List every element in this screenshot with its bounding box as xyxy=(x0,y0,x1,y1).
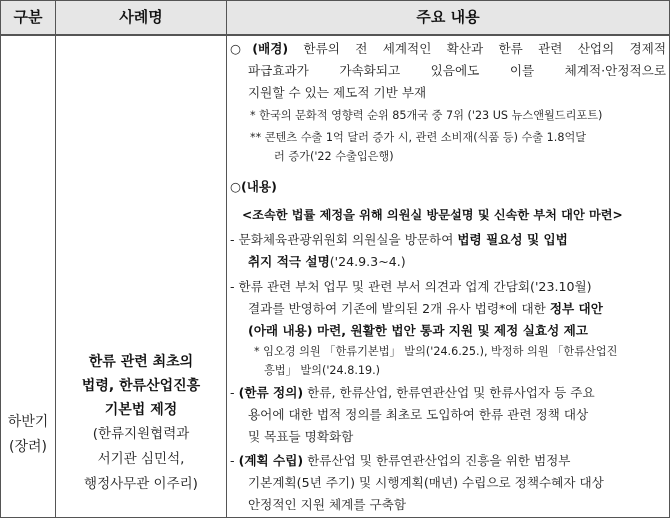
case-title-line-2: 법령, 한류산업진흥 xyxy=(81,378,201,394)
content-item-2-line-1: - 한류 관련 부처 업무 및 관련 부서 의견과 업계 간담회('23.10월) xyxy=(230,279,592,294)
content-item-2-line-3: (아래 내용) 마련, 원활한 법안 통과 지원 및 제정 실효성 제고 xyxy=(248,323,588,338)
category-period: 하반기 xyxy=(7,414,49,430)
background-marker: ○ xyxy=(230,41,253,56)
content-item-3-line-1: - (한류 정의) 한류, 한류산업, 한류연관산업 및 한류사업자 등 주요 xyxy=(230,385,595,400)
content-item-4-line-3: 안정적인 지원 체계를 구축함 xyxy=(248,497,406,512)
column-divider-1 xyxy=(55,0,56,518)
content-item-2-line-2: 결과를 반영하여 기존에 발의된 2개 유사 법령*에 대한 정부 대안 xyxy=(248,301,603,316)
content-heading xyxy=(230,176,666,198)
background-note-2a: ** 콘텐츠 수출 1억 달러 증가 시, 관련 소비재(식품 등) 수출 1.8억달 xyxy=(250,131,587,144)
background-note-2b: 러 증가('22 수출입은행) xyxy=(274,150,394,163)
background-label: (배경) xyxy=(252,41,289,56)
header-case-name: 사례명 xyxy=(119,8,163,26)
header-main-content: 주요 내용 xyxy=(416,8,480,26)
content-item-3-line-3: 및 목표들 명확화함 xyxy=(248,429,354,444)
background-line-1: ○(배경) 한류의 전 세계적인 확산과 한류 관련 산업의 경제적 xyxy=(230,41,666,56)
content-item-1-line-1: - 문화체육관광위원회 의원실을 방문하여 법령 필요성 및 입법 xyxy=(230,232,568,247)
content-marker: ○ xyxy=(230,179,241,194)
case-title-line-3: 기본법 제정 xyxy=(104,402,178,418)
background-line-3: 지원할 수 있는 제도적 기반 부재 xyxy=(248,85,427,100)
content-section xyxy=(230,176,666,516)
header-category: 구분 xyxy=(13,8,43,26)
content-item-2-note-b: 흥법」 발의('24.8.19.) xyxy=(264,364,381,377)
content-item-2-note-a: * 임오경 의원 「한류기본법」 발의('24.6.25.), 박정하 의원 「한류산업진 xyxy=(254,345,618,358)
content-label: (내용) xyxy=(241,179,277,194)
plan-establishment-label: (계획 수립) xyxy=(238,453,304,468)
main-content-cell xyxy=(230,38,666,516)
content-item-4-line-1: - (계획 수립) 한류산업 및 한류연관산업의 진흥을 위한 범정부 xyxy=(230,453,571,468)
term-definition-label: (한류 정의) xyxy=(238,385,304,400)
table-left-border xyxy=(0,0,1,518)
case-name-cell xyxy=(59,350,223,497)
category-cell xyxy=(3,410,53,460)
background-section xyxy=(230,38,666,166)
content-subheading: <조속한 법률 제정을 위해 의원실 방문설명 및 신속한 부처 대안 마련> xyxy=(242,208,623,222)
case-title-line-1: 한류 관련 최초의 xyxy=(88,354,194,370)
category-award: (장려) xyxy=(9,439,47,455)
content-item-3-line-2: 용어에 대한 법적 정의를 최초로 도입하여 한류 관련 정책 대상 xyxy=(248,407,589,422)
header-divider xyxy=(0,34,670,36)
column-divider-2 xyxy=(226,0,227,518)
content-item-4-line-2: 기본계획(5년 주기) 및 시행계획(매년) 수립으로 정책수혜자 대상 xyxy=(248,475,604,490)
content-item-1-line-2: 취지 적극 설명('24.9.3~4.) xyxy=(248,254,406,269)
case-person-line-1: (한류지원협력과 xyxy=(92,426,190,442)
background-line-2: 파급효과가 가속화되고 있음에도 이를 체계적·안정적으로 xyxy=(248,63,666,78)
background-note-1: * 한국의 문화적 영향력 순위 85개국 중 7위 ('23 US 뉴스앤월드리포트) xyxy=(250,109,603,122)
case-person-line-2: 서기관 심민석, xyxy=(97,451,185,467)
case-person-line-3: 행정사무관 이주리) xyxy=(84,476,198,492)
